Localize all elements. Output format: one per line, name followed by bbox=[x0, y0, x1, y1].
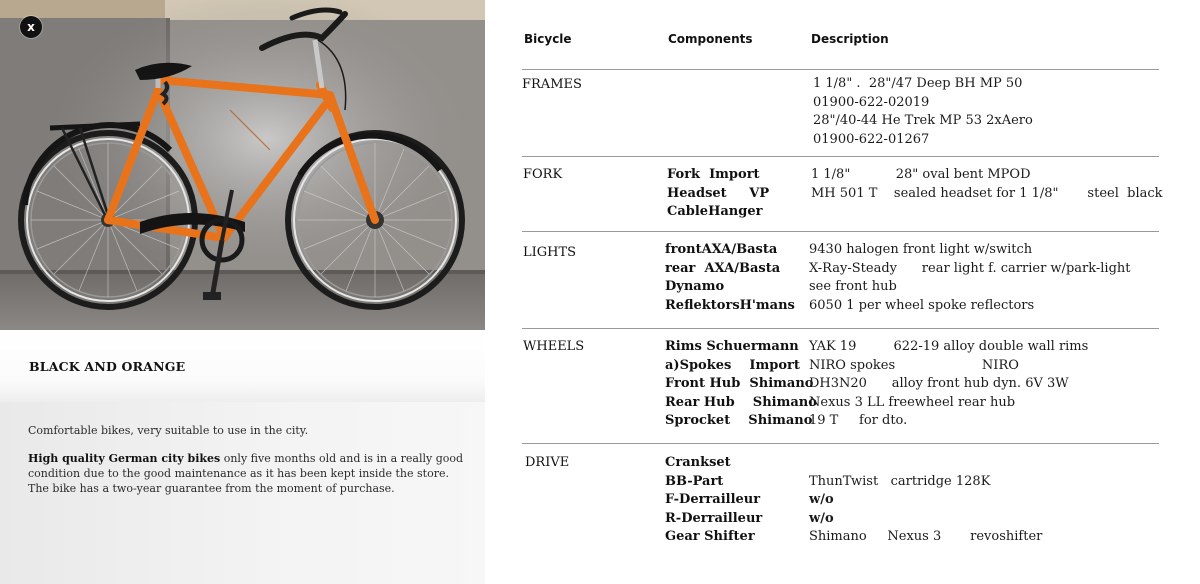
component-line: a)Spokes Import bbox=[665, 357, 800, 373]
description-highlight: High quality German city bikes bbox=[28, 452, 221, 465]
component-line: Rear Hub Shimano bbox=[665, 394, 817, 410]
description-line: w/o bbox=[809, 492, 834, 507]
close-button[interactable] bbox=[20, 16, 42, 38]
section-lights-components bbox=[665, 241, 795, 315]
section-fork-name: FORK bbox=[523, 167, 563, 182]
component-line: Rims Schuermann bbox=[665, 339, 799, 354]
left-panel bbox=[0, 0, 485, 584]
description-line: 19 T for dto. bbox=[809, 413, 908, 428]
section-drive-components bbox=[665, 454, 762, 547]
header-components: Components bbox=[668, 32, 753, 46]
component-line: CableHanger bbox=[667, 204, 763, 219]
title-band bbox=[0, 330, 485, 402]
section-wheels-components bbox=[665, 338, 817, 431]
description-line: 9430 halogen front light w/switch bbox=[809, 242, 1033, 257]
description-line: MH 501 T sealed headset for 1 1/8" steel black bbox=[811, 185, 1163, 201]
description-line: Shimano Nexus 3 revoshifter bbox=[809, 529, 1043, 544]
description-body bbox=[28, 451, 468, 496]
section-lights-description bbox=[809, 241, 1131, 315]
description-line: 1 1/8" . 28"/47 Deep BH MP 50 bbox=[813, 76, 1023, 91]
section-wheels-description bbox=[809, 338, 1088, 431]
description-line: 01900-622-01267 bbox=[813, 131, 930, 147]
description-line: Nexus 3 LL freewheel rear hub bbox=[809, 394, 1016, 410]
table-rule bbox=[522, 231, 1159, 232]
description-line: YAK 19 622-19 alloy double wall rims bbox=[809, 339, 1089, 354]
description-line: 01900-622-02019 bbox=[813, 94, 930, 110]
description-line: w/o bbox=[809, 510, 834, 526]
section-lights-name: LIGHTS bbox=[523, 245, 577, 260]
bike-illustration bbox=[0, 0, 485, 330]
close-icon: x bbox=[27, 20, 35, 34]
component-line: Headset VP bbox=[667, 185, 770, 201]
description-line: ThunTwist cartridge 128K bbox=[809, 473, 991, 489]
header-bicycle: Bicycle bbox=[524, 32, 572, 46]
product-description bbox=[28, 423, 468, 509]
description-line: 28"/40-44 He Trek MP 53 2xAero bbox=[813, 113, 1033, 128]
description-line: NIRO spokes NIRO bbox=[809, 357, 1019, 373]
description-line: DH3N20 alloy front hub dyn. 6V 3W bbox=[809, 376, 1069, 391]
section-drive-description bbox=[809, 454, 1042, 547]
table-rule bbox=[522, 69, 1159, 70]
description-line bbox=[811, 203, 1163, 222]
section-drive-name: DRIVE bbox=[525, 455, 570, 470]
component-line: Fork Import bbox=[667, 167, 760, 182]
component-line: Gear Shifter bbox=[665, 529, 755, 544]
product-title: BLACK AND ORANGE bbox=[29, 359, 186, 374]
header-description: Description bbox=[811, 32, 889, 46]
description-line bbox=[809, 454, 1042, 473]
component-line: Front Hub Shimano bbox=[665, 376, 814, 391]
component-line: F-Derrailleur bbox=[665, 492, 761, 507]
component-line: Sprocket Shimano bbox=[665, 413, 813, 428]
component-line: Dynamo bbox=[665, 279, 725, 294]
section-fork-components bbox=[667, 166, 769, 222]
table-rule bbox=[522, 156, 1159, 157]
component-line: BB-Part bbox=[665, 473, 724, 489]
section-fork-description bbox=[811, 166, 1163, 222]
description-line: X-Ray-Steady rear light f. carrier w/park-light bbox=[809, 260, 1131, 276]
component-line: frontAXA/Basta bbox=[665, 242, 778, 257]
component-line: ReflektorsH'mans bbox=[665, 297, 795, 313]
description-line: 1 1/8" 28" oval bent MPOD bbox=[811, 167, 1031, 182]
table-rule bbox=[522, 443, 1159, 444]
description-line: 6050 1 per wheel spoke reflectors bbox=[809, 297, 1035, 313]
section-wheels-name: WHEELS bbox=[523, 339, 585, 354]
section-frames-name: FRAMES bbox=[522, 77, 582, 92]
component-line: Crankset bbox=[665, 455, 731, 470]
component-line: R-Derrailleur bbox=[665, 510, 763, 526]
table-rule bbox=[522, 328, 1159, 329]
description-rest: only five months old and is in a really good condition due to the good maintenance as it has been kept inside the store. The bike has a two-year guarantee from the moment of purchase. bbox=[28, 452, 464, 495]
description-line: see front hub bbox=[809, 279, 897, 294]
section-frames-description bbox=[813, 75, 1033, 149]
description-intro: Comfortable bikes, very suitable to use in the city. bbox=[28, 424, 309, 437]
component-line: rear AXA/Basta bbox=[665, 260, 781, 276]
bike-photo bbox=[0, 0, 485, 330]
